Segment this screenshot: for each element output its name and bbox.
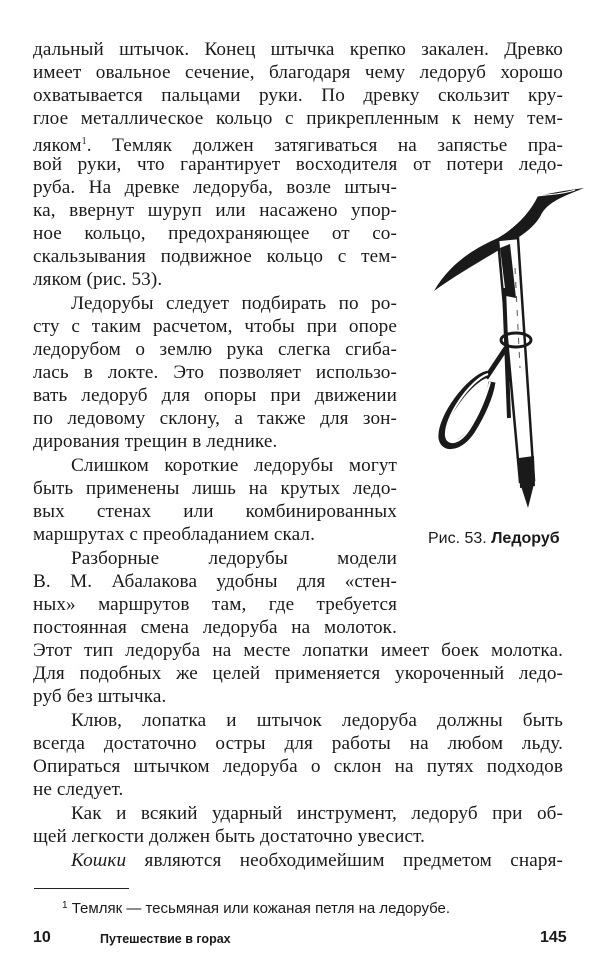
text-line: Для подобных же целей применяется укороченный ледо- bbox=[33, 663, 563, 684]
footnote-divider bbox=[34, 888, 129, 889]
text-line: дирования трещин в леднике. bbox=[33, 431, 278, 452]
text-line: не следует. bbox=[33, 779, 124, 800]
text-line: лась в локте. Это позволяет использо- bbox=[33, 362, 397, 383]
text-fragment: являются необходимейшим предметом снаря- bbox=[126, 850, 563, 871]
text-line: Этот тип ледоруба на месте лопатки имеет боек молотка. bbox=[33, 640, 563, 661]
page-number: 145 bbox=[540, 929, 567, 946]
text-line: вать ледоруб для опоры при движении bbox=[33, 385, 397, 406]
figure-53 bbox=[420, 168, 595, 528]
text-line: дальный штычок. Конец штычка крепко закален. Древко bbox=[33, 39, 563, 60]
running-title: Путешествие в горах bbox=[100, 932, 231, 946]
text-line: скальзывания подвижное кольцо с тем- bbox=[33, 246, 397, 267]
text-line: быть применены лишь на крутых ледо- bbox=[33, 478, 397, 499]
text-line: ных» маршрутов там, где требуется bbox=[33, 594, 397, 615]
text-line: руб без штычка. bbox=[33, 686, 167, 707]
text-line: В. М. Абалакова удобны для «стен- bbox=[33, 571, 397, 592]
caption-number: Рис. 53. bbox=[428, 530, 487, 547]
text-fragment: ляком bbox=[33, 135, 82, 156]
text-fragment: . Темляк должен затягиваться на запястье пра- bbox=[86, 135, 563, 156]
paragraph-start: Ледорубы следует подбирать по ро- bbox=[71, 293, 397, 314]
paragraph-start: Слишком короткие ледорубы могут bbox=[71, 455, 397, 476]
text-line: ледорубом о землю рука слегка сгиба- bbox=[33, 339, 397, 360]
signature-mark: 10 bbox=[33, 929, 51, 946]
text-line: всегда достаточно остры для работы на любом льду. bbox=[33, 733, 563, 754]
text-line: глое металлическое кольцо с прикрепленным к нему тем- bbox=[33, 108, 563, 129]
text-line: щей легкости должен быть достаточно увесист. bbox=[33, 826, 426, 847]
text-line: вой руки, что гарантирует восходителя от потери ледо- bbox=[33, 154, 563, 175]
text-line: Опираться штычком ледоруба о склон на путях подходов bbox=[33, 756, 563, 777]
figure-caption bbox=[428, 530, 560, 548]
text-line: ляком (рис. 53). bbox=[33, 269, 163, 290]
text-line: руба. На древке ледоруба, возле штыч- bbox=[33, 177, 397, 198]
emphasized-term: Кошки bbox=[71, 850, 127, 871]
footnote bbox=[62, 900, 450, 917]
caption-title: Ледоруб bbox=[491, 530, 560, 547]
text-line: сту с таким расчетом, чтобы при опоре bbox=[33, 316, 397, 337]
text-line: имеет овальное сечение, благодаря чему ледоруб хорошо bbox=[33, 62, 563, 83]
text-line: ка, ввернут шуруп или насажено упор- bbox=[33, 200, 397, 221]
paragraph-start bbox=[33, 849, 563, 872]
text-line: охватывается пальцами руки. По древку скользит кру- bbox=[33, 85, 563, 106]
text-line: вых стенах или комбинированных bbox=[33, 501, 397, 522]
paragraph-start: Как и всякий ударный инструмент, ледоруб при об- bbox=[71, 803, 563, 824]
text-line: маршрутах с преобладанием скал. bbox=[33, 524, 315, 545]
paragraph-start: Разборные ледорубы модели bbox=[71, 548, 397, 569]
text-line: по ледовому склону, а также для зон- bbox=[33, 408, 397, 429]
ice-axe-illustration-icon bbox=[420, 168, 595, 528]
text-line: ное кольцо, предохраняющее от со- bbox=[33, 223, 397, 244]
footnote-reference[interactable]: 1 bbox=[81, 136, 87, 147]
footnote-marker: 1 bbox=[62, 900, 68, 911]
footnote-text: Темляк — тесьмяная или кожаная петля на ледорубе. bbox=[71, 900, 451, 917]
text-line: постоянная смена ледоруба на молоток. bbox=[33, 617, 397, 638]
paragraph-start: Клюв, лопатка и штычок ледоруба должны быть bbox=[71, 710, 563, 731]
